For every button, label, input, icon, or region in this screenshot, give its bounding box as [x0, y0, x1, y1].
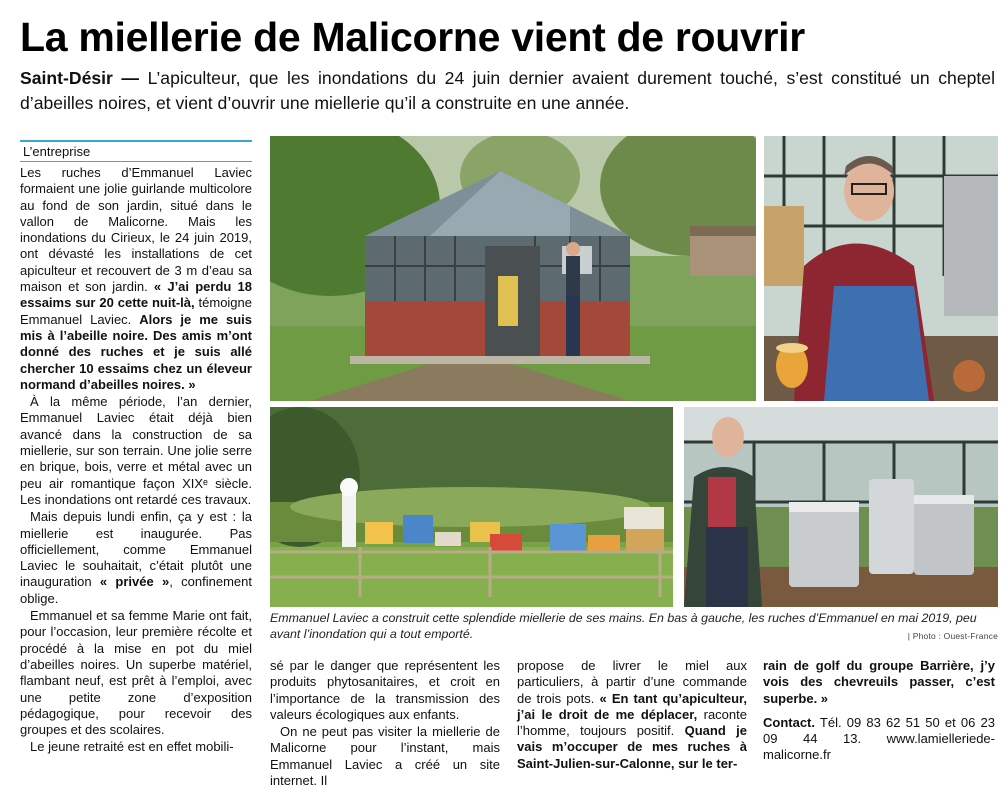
paragraph: On ne peut pas visiter la miellerie de Malicorne pour l’instant, mais Emmanuel Laviec a créé un site internet. Il: [270, 724, 500, 789]
photo-beekeeper-honey: [764, 136, 998, 401]
lead-paragraph: [20, 66, 995, 116]
paragraph: À la même période, l’an dernier, Emmanuel Laviec était déjà bien avancé dans la construction de sa miellerie, sur son terrain. Une jolie serre en brique, bois, verre et métal avec un peu air romantique façon XIXᵉ siècle. Les inondations ont retardé ces travaux.: [20, 394, 252, 507]
paragraph: Le jeune retraité est en effet mobili-: [30, 739, 234, 755]
paragraph: [763, 658, 995, 707]
quote: rain de golf du groupe Barrière, j’y vois des chevreuils passer, c’est superbe. »: [763, 658, 995, 706]
article-column-3: [517, 658, 747, 772]
photo-credit: | Photo : Ouest-France: [907, 631, 998, 641]
quote: « privée »: [99, 574, 170, 590]
contact-details: Tél. 09 83 62 51 50 et 06 23 09 44 13. www.lamielleriede-malicorne.fr: [763, 714, 995, 763]
contact-line: [763, 715, 995, 764]
quote: Alors je me suis mis à l’abeille noire. Des amis m’ont donné des ruches et je suis allé chercher 10 essaims chez un éleveur normand d’abeilles noires. »: [20, 311, 252, 392]
photo-greenhouse-miellerie: [270, 136, 756, 401]
article-column-2: [270, 658, 500, 789]
paragraph: sé par le danger que représentent les produits phytosanitaires, et croit en l’importance de la transmission des valeurs écologiques aux enfants.: [270, 658, 500, 722]
paragraph: Emmanuel et sa femme Marie ont fait, pour l’occasion, leur première récolte et procédé à la mise en pot du miel d’abeilles noires. Un superbe matériel, flambant neuf, est prêt à l’emploi, avec une petite zone d’exposition pédagogique, pour recevoir des groupes et des scolaires.: [20, 608, 252, 738]
headline: La miellerie de Malicorne vient de rouvrir: [20, 14, 805, 60]
article-column-1: [20, 165, 252, 756]
photo-beehives-field: [270, 407, 673, 607]
section-label: L’entreprise: [20, 140, 252, 162]
quote: « J’ai perdu 18 essaims sur 20 cette nuit-là,: [20, 279, 252, 311]
quote: « En tant qu’apiculteur, j’ai le droit de me déplacer,: [517, 690, 747, 722]
paragraph: Mais depuis lundi enfin, ça y est : la miellerie est inaugurée. Pas officiellement, comme Emmanuel Laviec le souhaitait, c’était plutôt une inauguration « privée », confinement oblige.: [20, 509, 253, 606]
dateline: Saint-Désir —: [20, 68, 140, 88]
lead-text: L’apiculteur, que les inondations du 24 juin dernier avaient durement touché, s’est constitué un cheptel d’abeilles noires, et vient d’ouvrir une miellerie qu’il a construite en une année.: [20, 68, 995, 113]
photo-caption: Emmanuel Laviec a construit cette splendide miellerie de ses mains. En bas à gauche, les ruches d’Emmanuel en mai 2019, peu avant l’inondation qui a tout emporté.: [270, 611, 977, 641]
contact-label: Contact.: [763, 714, 815, 730]
paragraph: Les ruches d’Emmanuel Laviec formaient une jolie guirlande multicolore au fond de son jardin, situé dans le vallon de Malicorne. Mais les inondations du Cirieux, le 24 juin 2019, ont dévasté les installations de cet apiculteur et recouvert de 3 m d’eau sa maison et son jardin. « J’ai perdu 18 essaims sur 20 cette nuit-là, témoigne Emmanuel Laviec. Alors je me suis mis à l’abeille noire. Des amis m’ont donné des ruches et je suis allé chercher 10 essaims chez un éleveur normand d’abeilles noires. »: [20, 165, 252, 392]
photo-miellerie-interior: [684, 407, 998, 607]
paragraph: propose de livrer le miel aux particuliers, à partir d’une commande de trois pots. « En tant qu’apiculteur, j’ai le droit de me déplacer, raconte l’homme, toujours positif. Quand je vais m’occuper de mes ruches à Saint-Julien-sur-Calonne, sur le ter-: [517, 658, 747, 771]
article-column-4: [763, 658, 995, 764]
quote: Quand je vais m’occuper de mes ruches à Saint-Julien-sur-Calonne, sur le ter-: [517, 723, 747, 771]
